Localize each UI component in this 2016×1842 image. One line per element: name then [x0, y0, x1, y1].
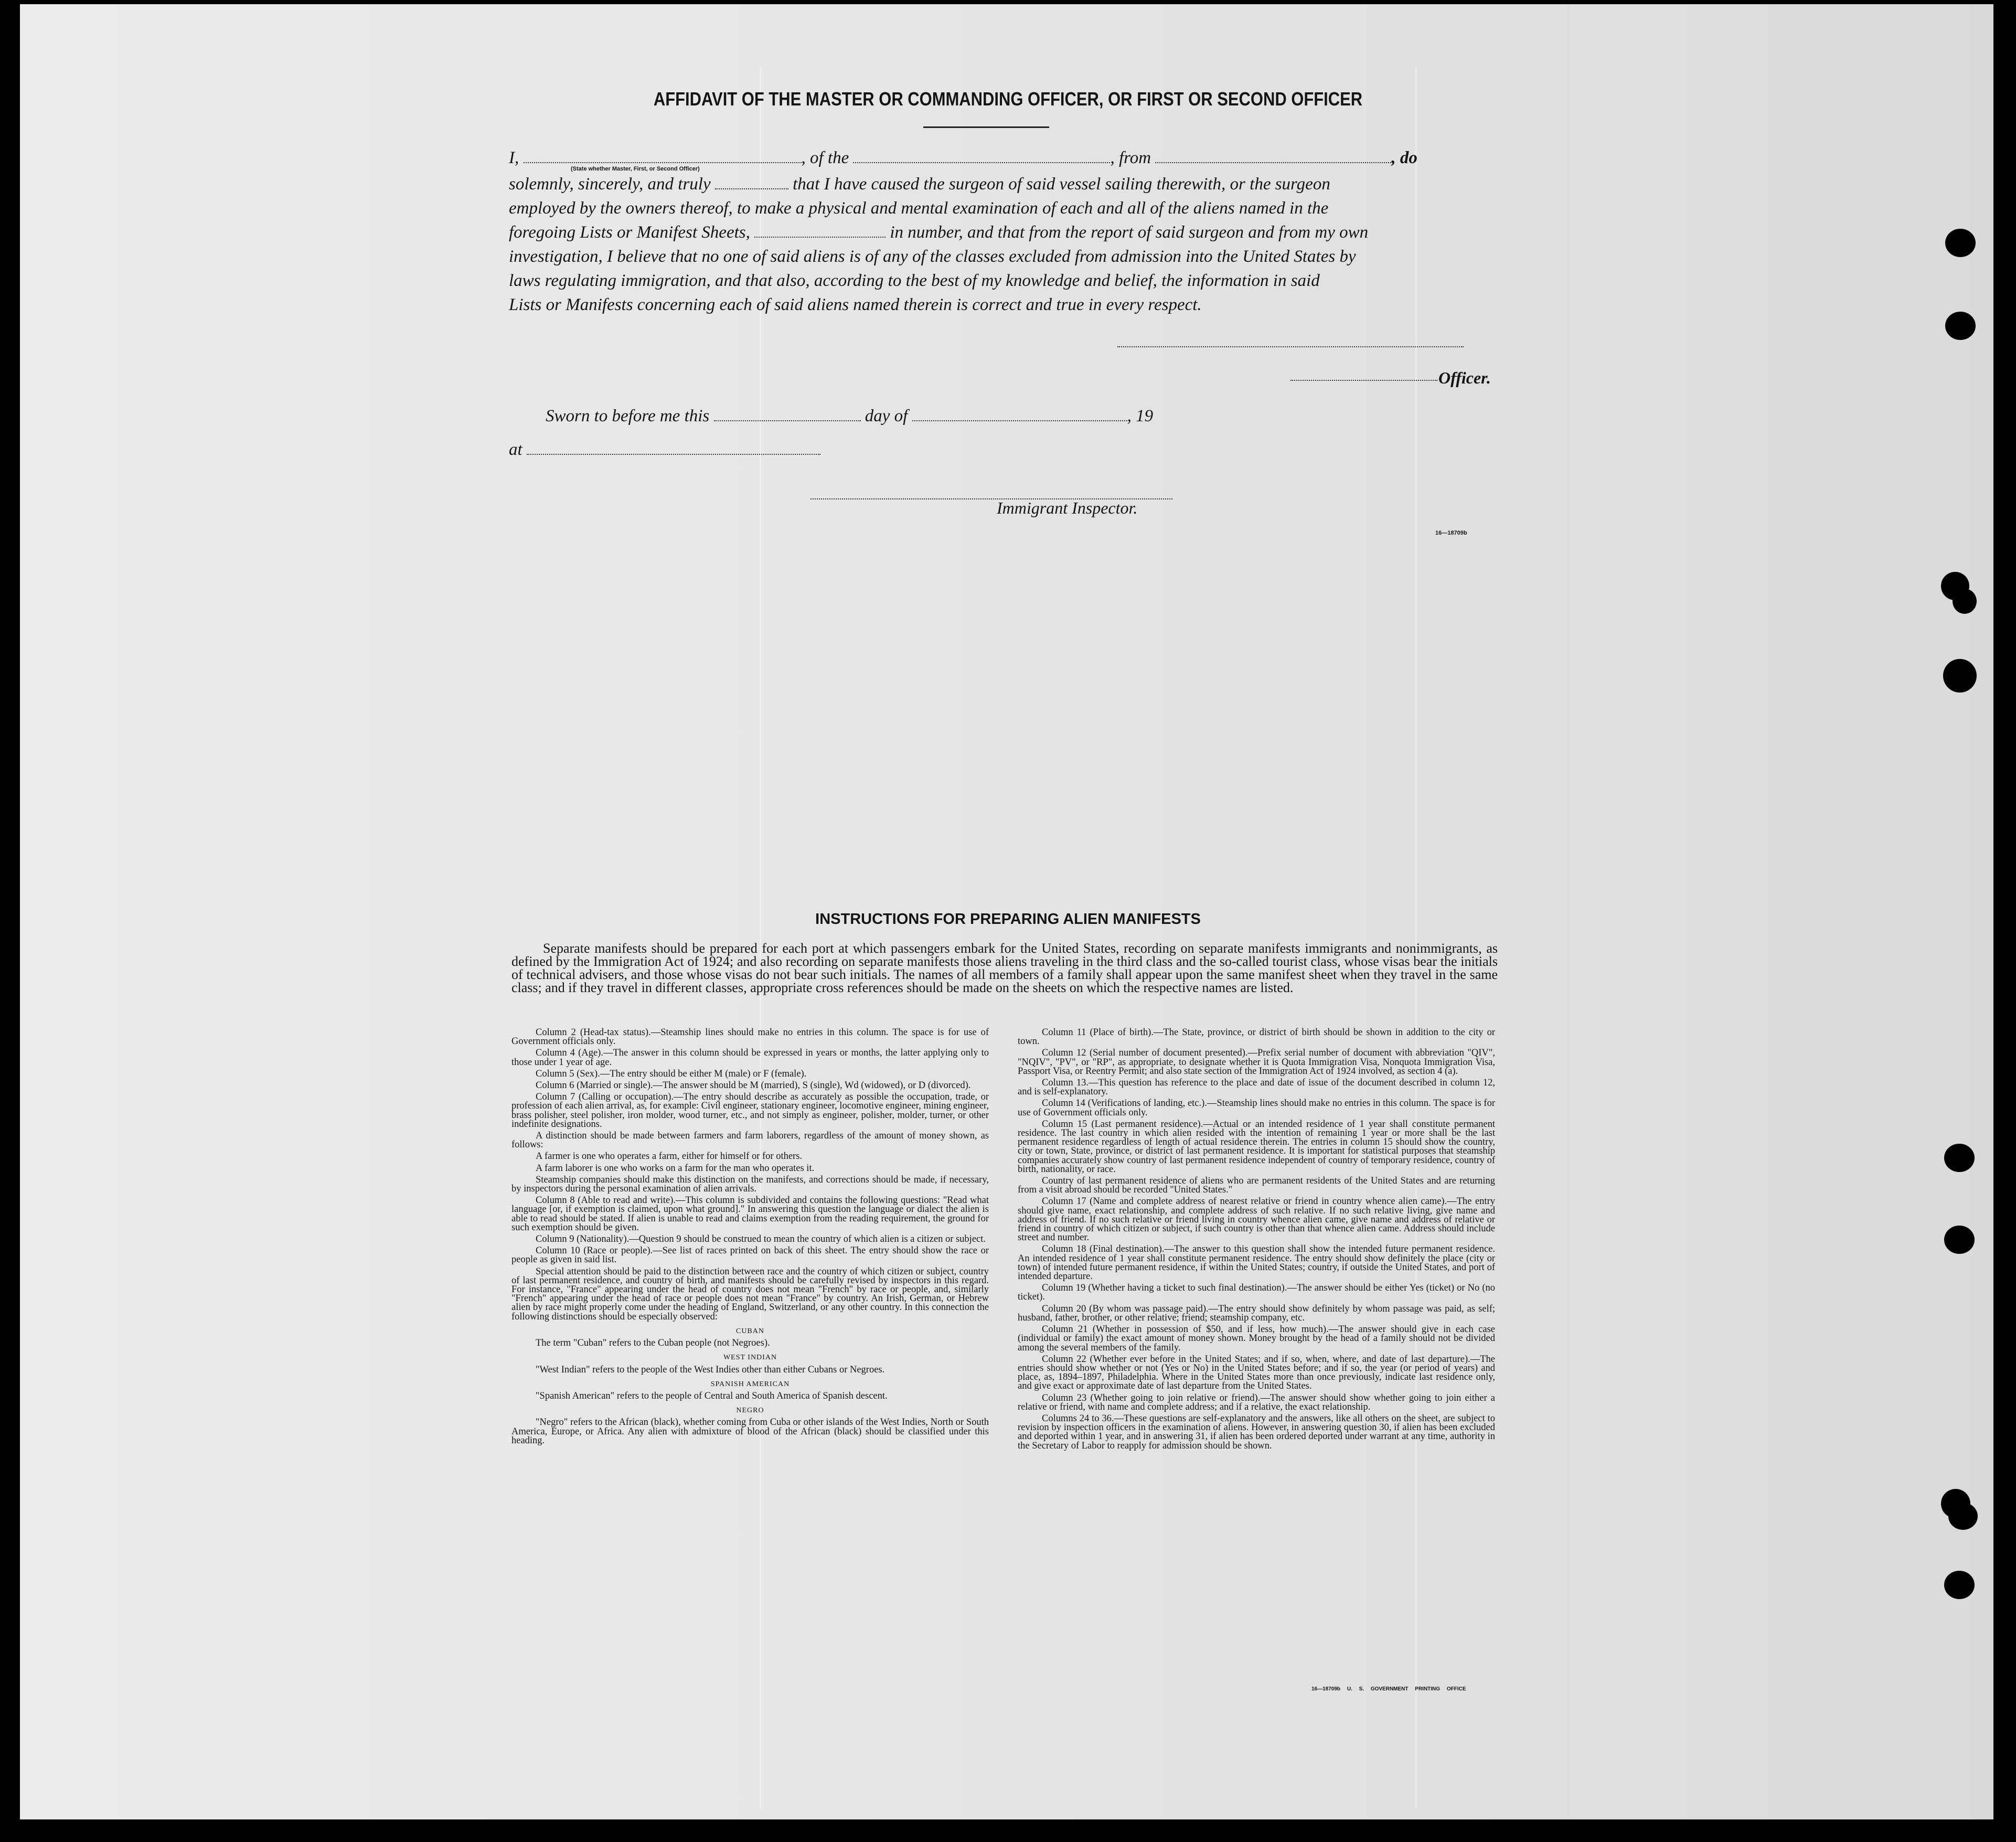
affidavit-foregoing: foregoing Lists or Manifest Sheets, — [509, 223, 750, 242]
officer-label: Officer. — [1438, 368, 1491, 387]
instructions-intro — [511, 942, 1498, 994]
instruction-paragraph: Column 4 (Age).—The answer in this column should be expressed in years or months, the latter applying only to those under 1 year of age. — [511, 1048, 989, 1068]
affidavit-surgeon: that I have caused the surgeon of said vessel sailing therewith, or the surgeon — [793, 175, 1330, 194]
sworn-at: at — [509, 440, 522, 459]
instructions-right-column — [1018, 1028, 1495, 1453]
sworn-day-field[interactable] — [714, 408, 861, 421]
instruction-paragraph: Column 11 (Place of birth).—The State, province, or district of birth should be shown in addition to the city or town. — [1018, 1027, 1495, 1047]
affidavit-line-5: investigation, I believe that no one of said aliens is of any of the classes excluded from admission into the United States by — [509, 247, 1356, 266]
vessel-name-field[interactable] — [853, 150, 1110, 163]
printing-office-footer: 16—18709b U. S. GOVERNMENT PRINTING OFFICE — [1311, 1686, 1466, 1692]
sworn-day-of: day of — [865, 407, 908, 425]
instruction-paragraph: Column 15 (Last permanent residence).—Actual or an intended residence of 1 year shall constitute permanent residence. The last country in which alien resided with the intention of remaining 1 year or more shall be the last permanent residence regardless of length of actual residence therein. The entries in column 15 should show the country, city or town, State, province, or district of last permanent residence. It is important for statistical purposes that steamship companies accurately show country of last permanent residence independent of country of temporary residence, country of birth, nationality, or race. — [1018, 1119, 1495, 1175]
binder-hole — [1944, 1144, 1975, 1172]
instruction-paragraph: Column 10 (Race or people).—See list of races printed on back of this sheet. The entry should show the race or people as given in said list. — [511, 1245, 989, 1265]
affidavit-line-7: Lists or Manifests concerning each of said aliens named therein is correct and true in every respect. — [509, 295, 1202, 314]
instruction-paragraph: Special attention should be paid to the distinction between race and the country of which citizen or subject, country of last permanent residence, and country of birth, and manifests should be carefully revised by inspectors in this regard. For instance, "France" appearing under the head of country does not mean "French" by race or people, and, similarly "French" appearing under the head of race or people does not mean "France" by country. An Irish, German, or Hebrew alien by race might properly come under the heading of England, Switzerland, or any other country. In this connection the following distinctions should be especially observed: — [511, 1266, 989, 1322]
instruction-paragraph: Column 5 (Sex).—The entry should be either M (male) or F (female). — [536, 1068, 807, 1079]
affidavit-in-number: in number, and that from the report of said surgeon and from my own — [890, 223, 1369, 242]
binder-hole — [1948, 1503, 1978, 1530]
title-underline — [923, 126, 1049, 128]
instruction-paragraph: Column 20 (By whom was passage paid).—The entry should show definitely by whom passage was paid, as self; husband, father, brother, or other relative; friend; steamship company, etc. — [1018, 1303, 1495, 1323]
race-heading-west-indian: WEST INDIAN — [723, 1354, 777, 1362]
sworn-line — [509, 404, 1495, 428]
binder-hole — [1953, 589, 1977, 614]
race-definition: "Negro" refers to the African (black), whether coming from Cuba or other islands of the West Indies, North or South America, Europe, or Africa. Any alien with admixture of blood of the African (black) should be classified under this heading. — [511, 1417, 989, 1446]
affidavit-title: AFFIDAVIT OF THE MASTER OR COMMANDING OFFICER, OR FIRST OR SECOND OFFICER — [653, 88, 1363, 110]
instructions-title: INSTRUCTIONS FOR PREPARING ALIEN MANIFESTS — [815, 911, 1201, 928]
race-heading-spanish-american: SPANISH AMERICAN — [710, 1380, 790, 1388]
sworn-year: , 19 — [1127, 407, 1154, 425]
instruction-paragraph: Column 6 (Married or single).—The answer should be M (married), S (single), Wd (widowed), or D (divorced). — [536, 1080, 971, 1091]
instruction-paragraph: Column 21 (Whether in possession of $50, and if less, how much).—The answer should give in each case (individual or family) the exact amount of money shown. Money brought by the head of a family should not be divided among the several members of the family. — [1018, 1324, 1495, 1353]
paper-crease — [760, 67, 761, 1809]
alien-count-field[interactable] — [754, 224, 886, 238]
race-definition: "Spanish American" refers to the people of Central and South America of Spanish descent. — [536, 1390, 888, 1401]
officer-signature-line[interactable] — [1117, 346, 1464, 347]
binder-hole — [1943, 659, 1977, 693]
sworn-place-field[interactable] — [527, 441, 820, 455]
affidavit-of-the: , of the — [801, 148, 849, 167]
officer-rank-note: (State whether Master, First, or Second Officer) — [571, 166, 700, 172]
instruction-paragraph: Column 12 (Serial number of document presented).—Prefix serial number of document with abbreviation "QIV", "NQIV", "PV", or "RP", as appropriate, to designate whether it is Quota Immigration Visa, Nonquota Immigration Visa, Passport Visa, or Reentry Permit; and also state section of the Immigration Act of 1924 involved, as section 4 (a). — [1018, 1048, 1495, 1077]
sworn-month-field[interactable] — [912, 408, 1127, 421]
instruction-paragraph: Column 18 (Final destination).—The answer to this question shall show the intended future permanent residence. An intended residence of 1 year shall constitute permanent residence. The entry should show definitely the place (city or town) of intended future permanent residence, if within the United States; country, if outside the United States, and port of intended departure. — [1018, 1244, 1495, 1282]
instruction-paragraph: Column 2 (Head-tax status).—Steamship lines should make no entries in this column. The space is for use of Government officials only. — [511, 1027, 989, 1047]
affidavit-do: , do — [1391, 148, 1417, 167]
instruction-paragraph: Steamship companies should make this distinction on the manifests, and corrections should be made, if necessary, by inspectors during the personal examination of alien arrivals. — [511, 1174, 989, 1195]
instructions-left-column — [511, 1028, 989, 1448]
instruction-paragraph: Country of last permanent residence of aliens who are permanent residents of the United States and are returning from a visit abroad should be recorded "United States." — [1018, 1176, 1495, 1196]
instruction-paragraph: Column 22 (Whether ever before in the United States; and if so, when, where, and date of last departure).—The entries should show whether or not (Yes or No) in the United States before; and if so, the year (or period of years) and place, as, 1894–1897, Philadelphia. Where in the United States more than once previously, indicate last residence only, and give exact or approximate date of last departure from the United States. — [1018, 1354, 1495, 1392]
swear-affirm-field[interactable] — [715, 176, 788, 189]
officer-title-line[interactable] — [1290, 380, 1437, 381]
instruction-paragraph: Column 23 (Whether going to join relative or friend).—The answer should show whether going to join either a relative or friend, with name and complete address; and if a relative, the exact relationship. — [1018, 1392, 1495, 1412]
instruction-paragraph: Column 14 (Verifications of landing, etc.).—Steamship lines should make no entries in this column. The space is for use of Government officials only. — [1018, 1098, 1495, 1118]
instruction-paragraph: Columns 24 to 36.—These questions are self-explanatory and the answers, like all others on the sheet, are subject to revision by inspection officers in the examination of aliens. However, in answering question 30, if alien has been excluded and deported within 1 year, and in answering 31, if alien has been ordered deported under warrant at any time, authority in the Secretary of Labor to reapply for admission should be shown. — [1018, 1413, 1495, 1451]
form-number: 16—18709b — [1435, 530, 1467, 536]
affidavit-line-2 — [509, 172, 1495, 196]
race-heading-cuban: CUBAN — [735, 1327, 764, 1335]
officer-rank-field[interactable] — [524, 150, 802, 163]
affidavit-line-4 — [509, 220, 1495, 244]
affidavit-line-6: laws regulating immigration, and that also, according to the best of my knowledge and belief, the information in said — [509, 271, 1320, 290]
binder-hole — [1945, 312, 1976, 340]
instruction-paragraph: Column 19 (Whether having a ticket to such final destination).—The answer should be either Yes (ticket) or No (no ticket). — [1018, 1283, 1495, 1303]
race-definition: The term "Cuban" refers to the Cuban people (not Negroes). — [536, 1338, 770, 1349]
paper-crease — [1415, 67, 1417, 1809]
instruction-paragraph: Column 13.—This question has reference to the place and date of issue of the document described in column 12, and is self-explanatory. — [1018, 1078, 1495, 1098]
instruction-paragraph: Column 7 (Calling or occupation).—The entry should describe as accurately as possible the occupation, trade, or profession of each alien arrival, as, for example: Civil engineer, stationary engineer, locomotive engineer, mining engineer, brass polisher, steel polisher, iron molder, wood turner, etc., and not simply as engineer, polisher, molder, turner, or other indefinite designations. — [511, 1092, 989, 1130]
affidavit-from: , from — [1110, 148, 1151, 167]
affidavit-solemnly: solemnly, sincerely, and truly — [509, 175, 711, 194]
binder-hole — [1944, 1226, 1975, 1254]
sworn-at-line — [509, 438, 1495, 462]
affidavit-line-3: employed by the owners thereof, to make a physical and mental examination of each and all of the aliens named in the — [509, 199, 1329, 218]
binder-hole — [1944, 1571, 1975, 1599]
sworn-text: Sworn to before me this — [546, 407, 710, 425]
inspector-label: Immigrant Inspector. — [997, 498, 1138, 517]
intro-paragraph: Separate manifests should be prepared for each port at which passengers embark for the United States, recording on separate manifests immigrants and nonimmigrants, as defined by the Immigration Act of 1924; and also recording on separate manifests those aliens traveling in the third class and the so-called tourist class, whose visas bear the initials of technical advisers, and those whose visas do not bear such initials. The names of all members of a family shall appear upon the same manifest sheet when they travel in the same class; and if they travel in different classes, appropriate cross references should be made on the sheets on which the respective names are listed. — [511, 941, 1498, 995]
instruction-paragraph: A distinction should be made between farmers and farm laborers, regardless of the amount of money shown, as follows: — [511, 1131, 989, 1151]
port-field[interactable] — [1155, 150, 1391, 163]
race-definition: "West Indian" refers to the people of the West Indies other than either Cubans or Negroes. — [536, 1364, 885, 1375]
affidavit-i: I, — [509, 148, 519, 167]
binder-hole — [1945, 229, 1976, 257]
instruction-paragraph: Column 8 (Able to read and write).—This column is subdivided and contains the following questions: "Read what language [or, if exemption is claimed, upon what ground]." In answering this question the language or dialect the alien is able to read should be stated. If alien is unable to read and claims exemption from the reading requirement, the ground for such exemption should be given. — [511, 1195, 989, 1233]
race-heading-negro: NEGRO — [736, 1407, 764, 1415]
instruction-paragraph: A farmer is one who operates a farm, either for himself or for others. — [536, 1151, 803, 1162]
instruction-paragraph: A farm laborer is one who works on a farm for the man who operates it. — [536, 1163, 815, 1174]
instruction-paragraph: Column 9 (Nationality).—Question 9 should be construed to mean the country of which alien is a citizen or subject. — [536, 1234, 986, 1245]
instruction-paragraph: Column 17 (Name and complete address of nearest relative or friend in country whence alien came).—The entry should give name, exact relationship, and complete address of such relative. If no such relative living, give name and address of friend. If no such relative or friend living in country whence alien came, give name and address of relative or friend in country of which citizen or subject, if such country is other than that whence alien came. Address should include street and number. — [1018, 1196, 1495, 1243]
